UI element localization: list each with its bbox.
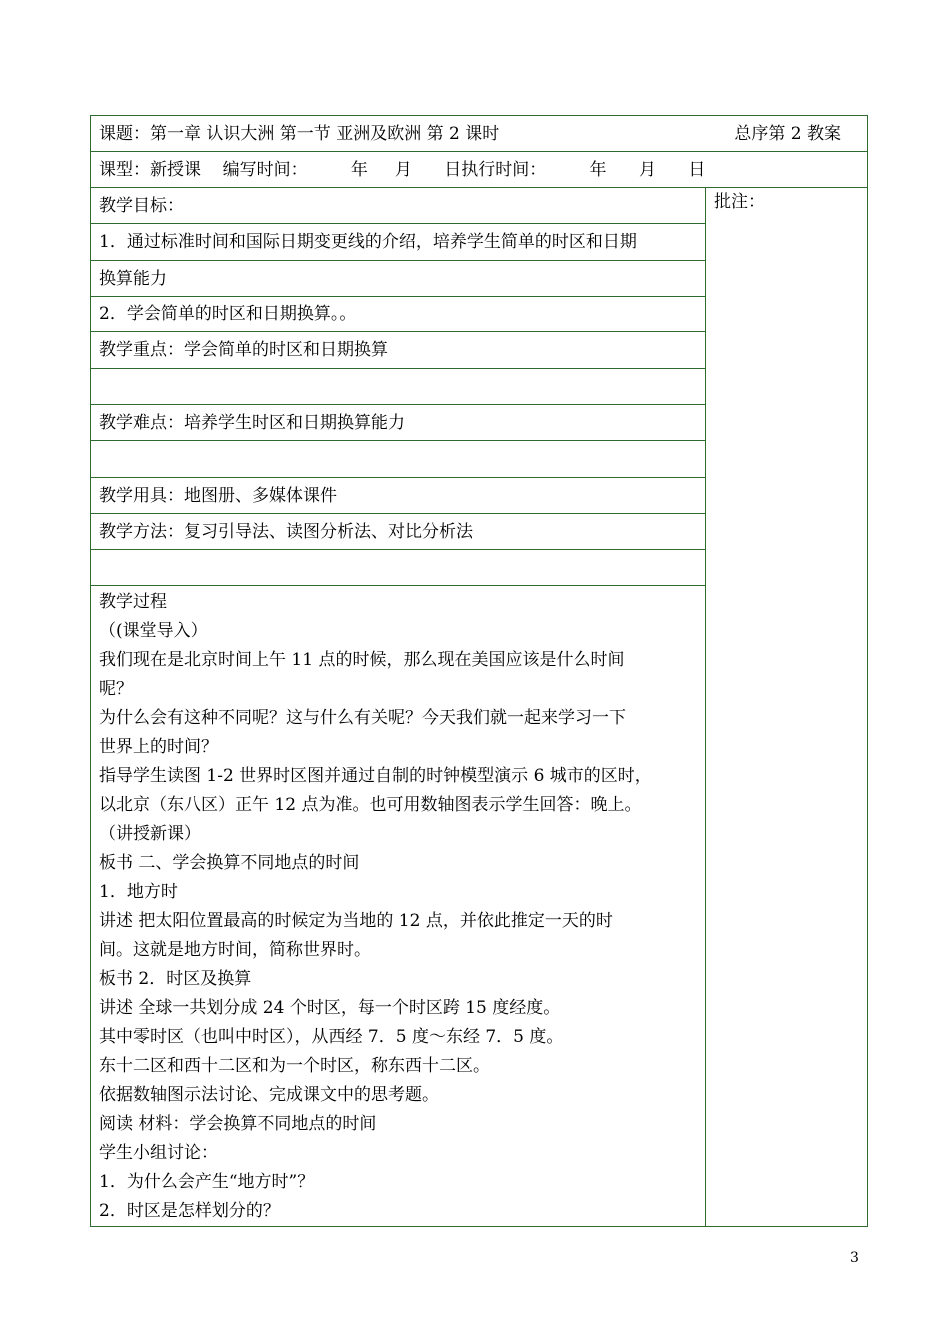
- process-line: 学生小组讨论：: [99, 1143, 218, 1163]
- lesson-title: 课题：第一章 认识大洲 第一节 亚洲及欧洲 第 2 课时: [99, 123, 500, 144]
- methods: 教学方法：复习引导法、读图分析法、对比分析法: [91, 514, 706, 550]
- process-line: 世界上的时间？: [99, 737, 218, 757]
- process-line: 1．为什么会产生“地方时”？: [99, 1172, 315, 1192]
- process-line: （(课堂导入）: [99, 621, 208, 641]
- blank-cell: [91, 369, 706, 405]
- process-line: 为什么会有这种不同呢？这与什么有关呢？今天我们就一起来学习一下: [99, 708, 626, 728]
- process-line: 教学过程: [99, 592, 167, 612]
- process-line: （讲授新课）: [99, 824, 201, 844]
- process-line: 东十二区和西十二区和为一个时区，称东西十二区。: [99, 1056, 490, 1076]
- process-line: 依据数轴图示法讨论、完成课文中的思考题。: [99, 1085, 439, 1105]
- process-line: 2．时区是怎样划分的？: [99, 1201, 280, 1221]
- objectives-label: 教学目标：: [91, 188, 706, 224]
- type-cell: 课型：新授课 编写时间： 年 月 日执行时间： 年 月 日: [91, 152, 868, 188]
- process-line: 板书 2．时区及换算: [99, 969, 252, 989]
- title-cell: [91, 116, 868, 152]
- objective-1-line-2: 换算能力: [91, 261, 706, 297]
- process-line: 讲述 把太阳位置最高的时候定为当地的 12 点，并依此推定一天的时: [99, 911, 613, 931]
- process-line: 其中零时区（也叫中时区），从西经 7．5 度～东经 7．5 度。: [99, 1027, 564, 1047]
- key-point: 教学重点：学会简单的时区和日期换算: [91, 332, 706, 369]
- objective-1-line-1: 1．通过标准时间和国际日期变更线的介绍，培养学生简单的时区和日期: [91, 224, 706, 261]
- blank-cell: [91, 550, 706, 586]
- process-line: 我们现在是北京时间上午 11 点的时候，那么现在美国应该是什么时间: [99, 650, 625, 670]
- notes-label: 批注：: [714, 192, 765, 212]
- process-line: 1．地方时: [99, 882, 178, 902]
- difficulty: 教学难点：培养学生时区和日期换算能力: [91, 405, 706, 441]
- process-line: 呢？: [99, 679, 133, 699]
- objective-2: 2．学会简单的时区和日期换算。。: [91, 297, 706, 332]
- type-row: [91, 152, 868, 188]
- process-line: 指导学生读图 1-2 世界时区图并通过自制的时钟模型演示 6 城市的区时，: [99, 766, 652, 786]
- process-cell: [91, 586, 706, 1227]
- page-number: 3: [850, 1250, 859, 1266]
- lesson-plan-table: [90, 115, 868, 1227]
- process-line: 板书 二、学会换算不同地点的时间: [99, 853, 360, 873]
- title-row: [91, 116, 868, 152]
- process-line: 以北京（东八区）正午 12 点为准。也可用数轴图表示学生回答：晚上。: [99, 795, 642, 815]
- blank-cell: [91, 441, 706, 478]
- process-line: 阅读 材料：学会换算不同地点的时间: [99, 1114, 377, 1134]
- process-line: 讲述 全球一共划分成 24 个时区，每一个时区跨 15 度经度。: [99, 998, 561, 1018]
- tools: 教学用具：地图册、多媒体课件: [91, 478, 706, 514]
- process-line: 间。这就是地方时间，简称世界时。: [99, 940, 371, 960]
- sequence-label: 总序第 2 教案: [734, 123, 841, 144]
- notes-cell: [706, 188, 868, 1227]
- objectives-label-row: [91, 188, 868, 224]
